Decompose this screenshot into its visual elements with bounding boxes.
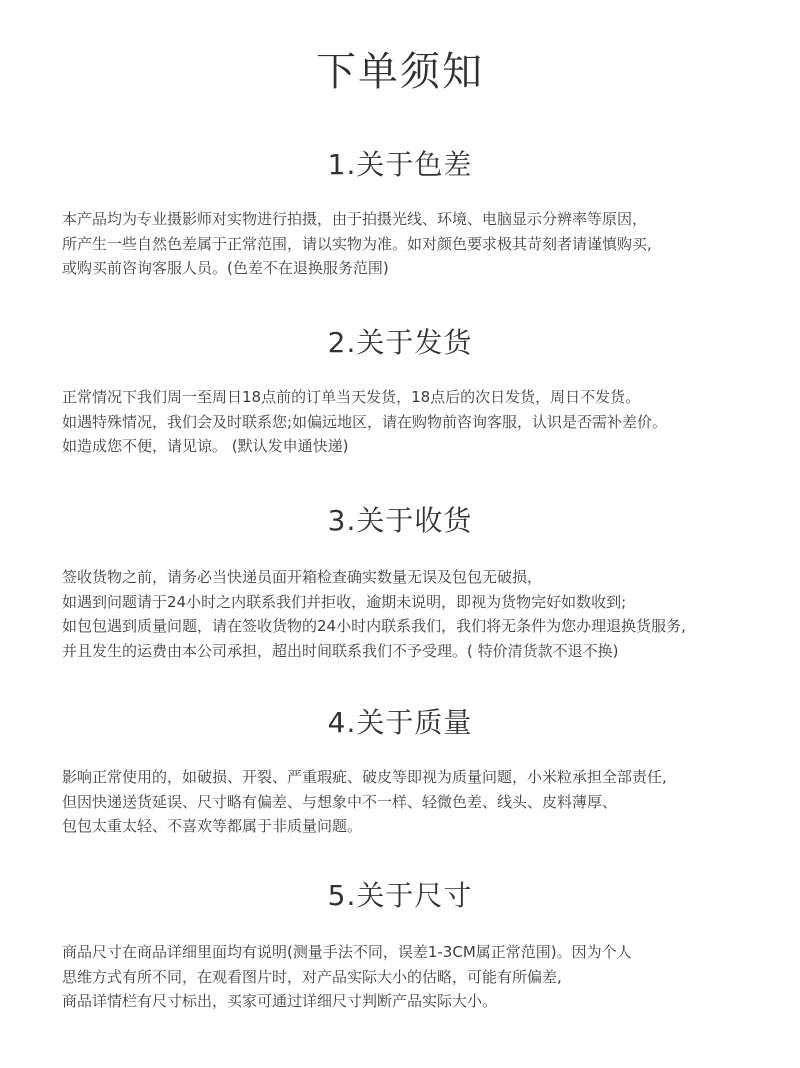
body-line: 并且发生的运费由本公司承担，超出时间联系我们不予受理。( 特价清货款不退不换) (62, 641, 619, 660)
section-body (62, 565, 792, 663)
body-line: 正常情况下我们周一至周日18点前的订单当天发货，18点后的次日发货，周日不发货。 (62, 388, 641, 406)
section-body (62, 765, 792, 839)
body-line: 所产生一些自然色差属于正常范围，请以实物为准。如对颜色要求极其苛刻者请谨慎购买, (62, 234, 652, 253)
body-line: 思维方式有所不同，在观看图片时，对产品实际大小的估略，可能有所偏差, (62, 967, 562, 986)
body-line: 如遇到问题请于24小时之内联系我们并拒收，逾期未说明，即视为货物完好如数收到; (62, 592, 627, 611)
section-heading: 3.关于收货 (327, 504, 473, 537)
section-receiving (0, 501, 800, 660)
body-line: 或购买前咨询客服人员。(色差不在退换服务范围) (62, 259, 389, 277)
section-body (62, 940, 792, 1014)
body-line: 本产品均为专业摄影师对实物进行拍摄，由于拍摄光线、环境、电脑显示分辨率等原因， (62, 210, 648, 228)
body-line: 商品详情栏有尺寸标出，买家可通过详细尺寸判断产品实际大小。 (62, 992, 498, 1010)
body-line: 如包包遇到质量问题，请在签收货物的24小时内联系我们，我们将无条件为您办理退换货服务, (62, 617, 686, 635)
section-shipping (0, 323, 800, 455)
section-heading: 2.关于发货 (327, 326, 473, 359)
section-color-difference (0, 145, 800, 277)
body-line: 影响正常使用的，如破损、开裂、严重瑕疵、破皮等即视为质量问题，小米粒承担全部责任, (62, 768, 667, 786)
body-line: 签收货物之前，请务必当快递员面开箱检查确实数量无误及包包无破损， (62, 568, 543, 586)
body-line: 如造成您不便，请见谅。 (默认发申通快递) (62, 437, 349, 455)
section-body (62, 207, 792, 281)
section-heading: 5.关于尺寸 (327, 879, 473, 912)
section-heading: 4.关于质量 (327, 706, 473, 739)
section-size (0, 876, 800, 1010)
section-quality (0, 703, 800, 835)
body-line: 如遇特殊情况，我们会及时联系您;如偏远地区，请在购物前咨询客服，认识是否需补差价。 (62, 412, 668, 431)
body-line: 包包太重太轻、不喜欢等都属于非质量问题。 (62, 817, 363, 835)
section-heading: 1.关于色差 (327, 148, 473, 181)
section-body (62, 385, 792, 459)
body-line: 商品尺寸在商品详细里面均有说明(测量手法不同，误差1-3CM属正常范围)。因为个人 (62, 943, 632, 961)
page-title: 下单须知 (316, 49, 484, 95)
body-line: 但因快递送货延误、尺寸略有偏差、与想象中不一样、轻微色差、线头、皮料薄厚、 (62, 792, 618, 811)
